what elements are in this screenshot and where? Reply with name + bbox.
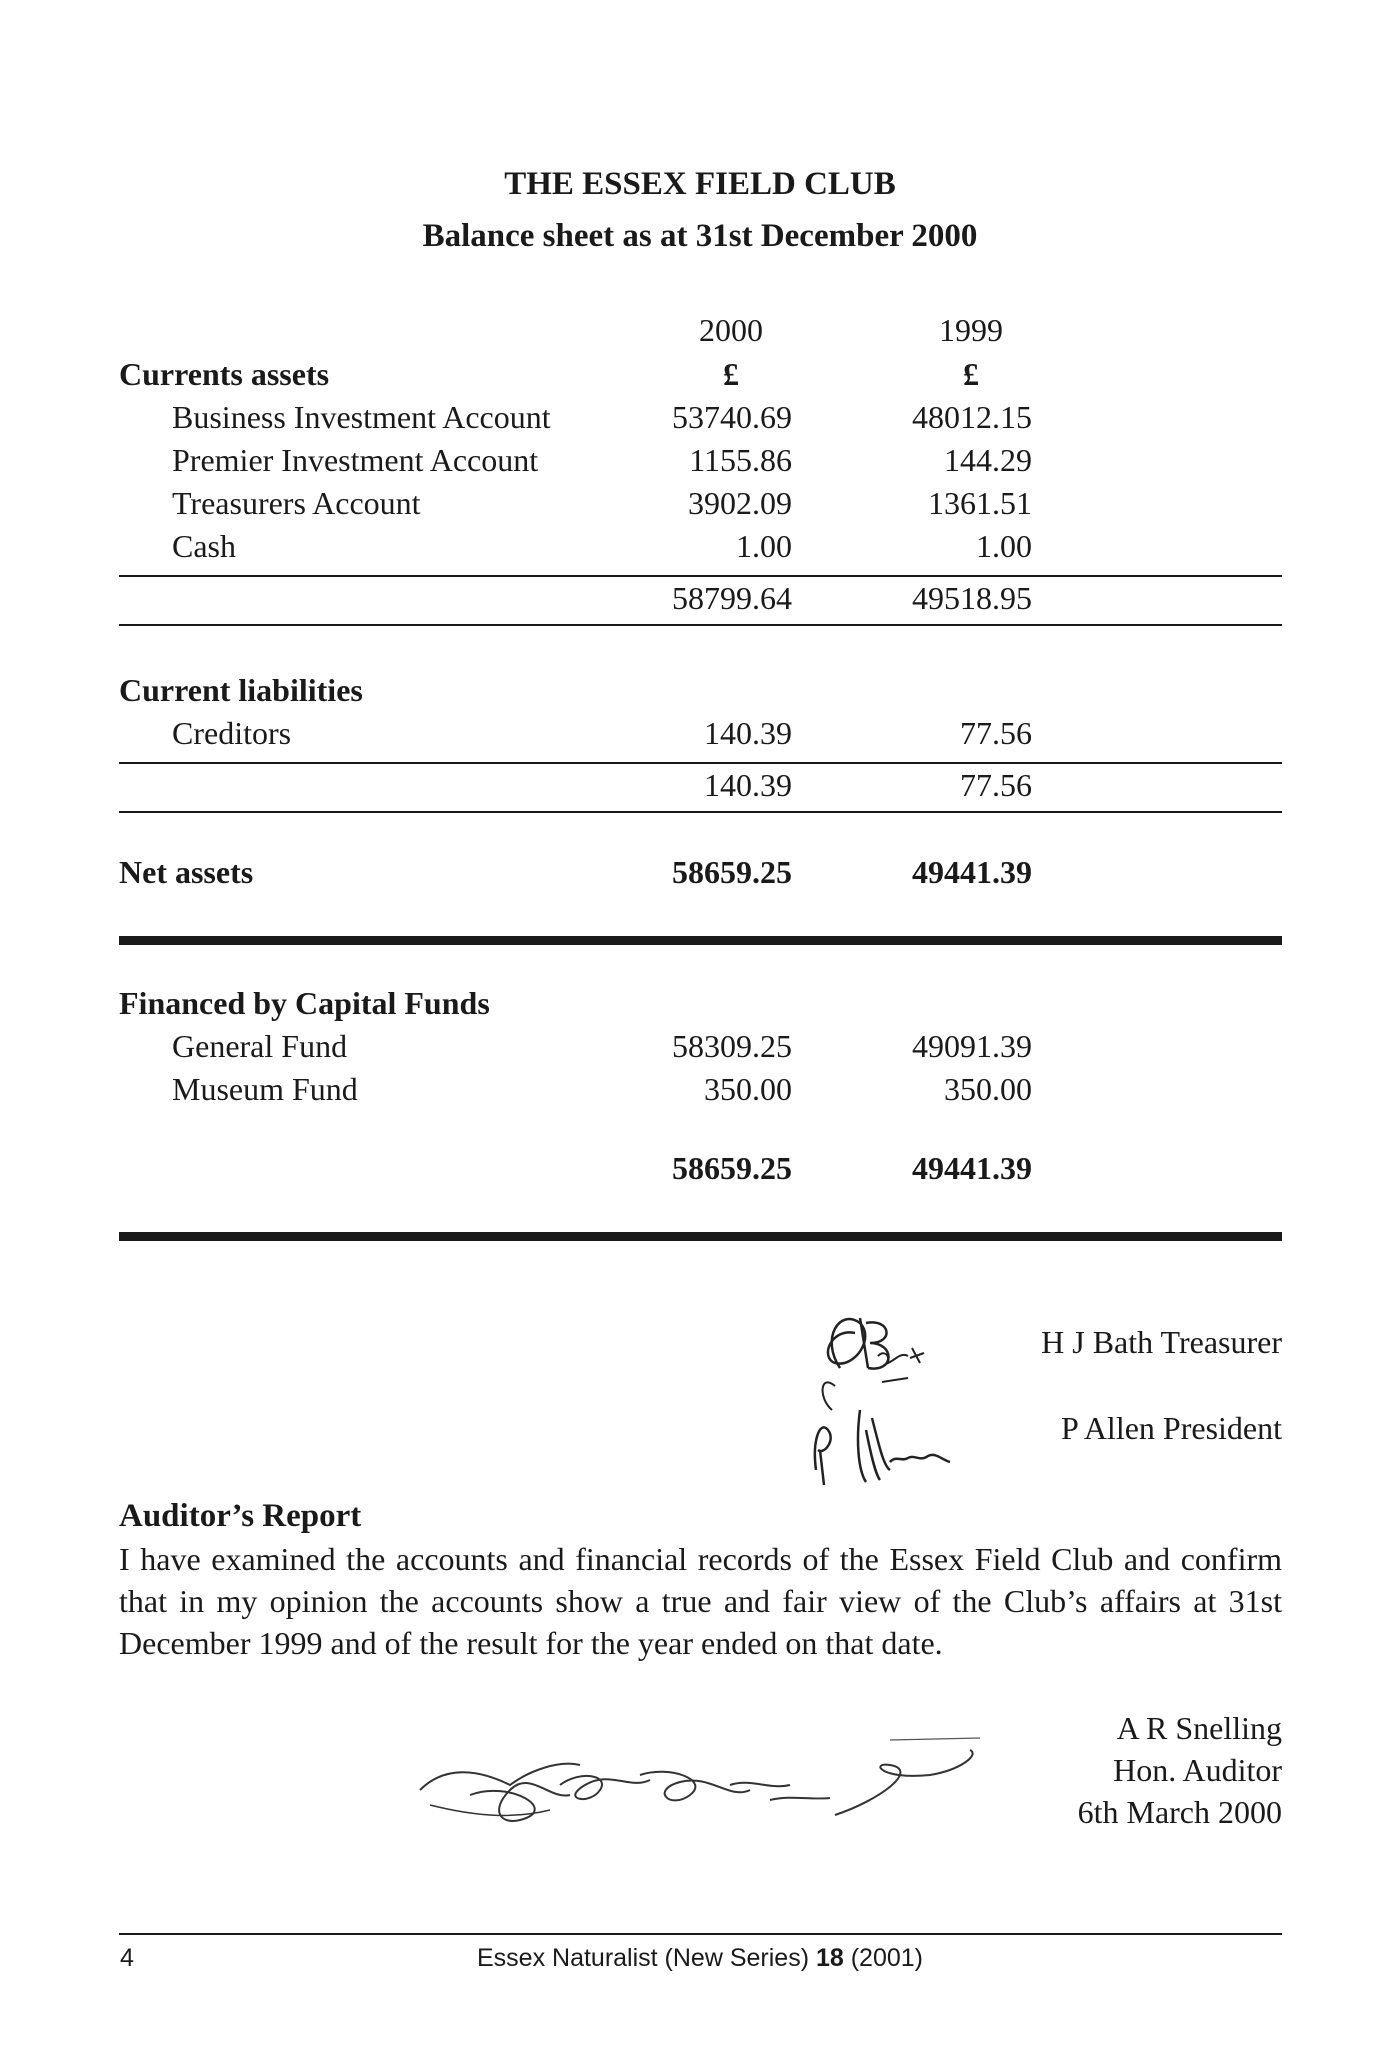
divider [119, 762, 1282, 764]
president-name: P Allen President [1060, 1410, 1282, 1446]
president-signature [810, 1400, 980, 1490]
subtotal-2000: 140.39 [704, 767, 792, 803]
row-value-1999: 144.29 [944, 442, 1032, 478]
row-value-1999: 77.56 [960, 715, 1032, 751]
subtotal-2000: 58799.64 [672, 580, 792, 616]
journal-volume: 18 [815, 1944, 844, 1972]
divider [119, 624, 1282, 626]
treasurer-name: H J Bath Treasurer [1041, 1324, 1282, 1360]
subtotal-1999: 77.56 [960, 767, 1032, 803]
row-value-2000: 1.00 [736, 528, 792, 564]
divider [119, 575, 1282, 577]
footer-divider [119, 1933, 1282, 1935]
row-label: Museum Fund [172, 1071, 358, 1107]
section-current-assets: Currents assets [119, 356, 330, 392]
row-value-2000: 350.00 [704, 1071, 792, 1107]
auditor-signature [410, 1730, 990, 1860]
row-value-2000: 140.39 [704, 715, 792, 751]
column-unit-1999: £ [963, 356, 979, 392]
page-number: 4 [120, 1944, 134, 1972]
row-label: Creditors [172, 715, 292, 751]
net-assets-label: Net assets [119, 854, 254, 890]
auditor-report-body: I have examined the accounts and financial records of the Essex Field Club and confirm that in my opinion the accounts show a true and fair view of the Club’s affairs at 31st December 1999 and of the result for the year ended on that date. [119, 1541, 1282, 1661]
divider [119, 811, 1282, 813]
net-assets-1999: 49441.39 [912, 854, 1032, 890]
row-value-2000: 1155.86 [689, 442, 792, 478]
section-capital-funds: Financed by Capital Funds [119, 985, 490, 1021]
row-value-1999: 49091.39 [912, 1028, 1032, 1064]
column-unit-2000: £ [723, 356, 739, 392]
net-assets-2000: 58659.25 [672, 854, 792, 890]
row-label: Premier Investment Account [172, 442, 539, 478]
auditor-date: 6th March 2000 [1077, 1794, 1282, 1830]
thick-divider [119, 1232, 1282, 1241]
row-value-2000: 58309.25 [672, 1028, 792, 1064]
capital-total-2000: 58659.25 [672, 1150, 792, 1186]
auditor-name: A R Snelling [1116, 1710, 1282, 1746]
row-label: Treasurers Account [172, 485, 421, 521]
document-title: THE ESSEX FIELD CLUB [504, 166, 896, 202]
auditor-role: Hon. Auditor [1113, 1752, 1282, 1788]
thick-divider [119, 936, 1282, 945]
row-label: Business Investment Account [172, 399, 551, 435]
journal-year: (2001) [850, 1944, 923, 1972]
subtotal-1999: 49518.95 [912, 580, 1032, 616]
row-value-1999: 1.00 [976, 528, 1032, 564]
column-year-1999: 1999 [939, 312, 1003, 348]
auditor-report-heading: Auditor’s Report [119, 1498, 362, 1534]
journal-citation [0, 1944, 1400, 1973]
section-current-liabilities: Current liabilities [119, 672, 363, 708]
row-value-1999: 48012.15 [912, 399, 1032, 435]
capital-total-1999: 49441.39 [912, 1150, 1032, 1186]
document-subtitle: Balance sheet as at 31st December 2000 [422, 218, 978, 254]
row-value-2000: 53740.69 [672, 399, 792, 435]
column-year-2000: 2000 [699, 312, 763, 348]
row-value-2000: 3902.09 [688, 485, 792, 521]
row-value-1999: 1361.51 [928, 485, 1032, 521]
row-value-1999: 350.00 [944, 1071, 1032, 1107]
row-label: Cash [172, 528, 236, 564]
journal-name: Essex Naturalist (New Series) [476, 1944, 810, 1972]
row-label: General Fund [172, 1028, 348, 1064]
